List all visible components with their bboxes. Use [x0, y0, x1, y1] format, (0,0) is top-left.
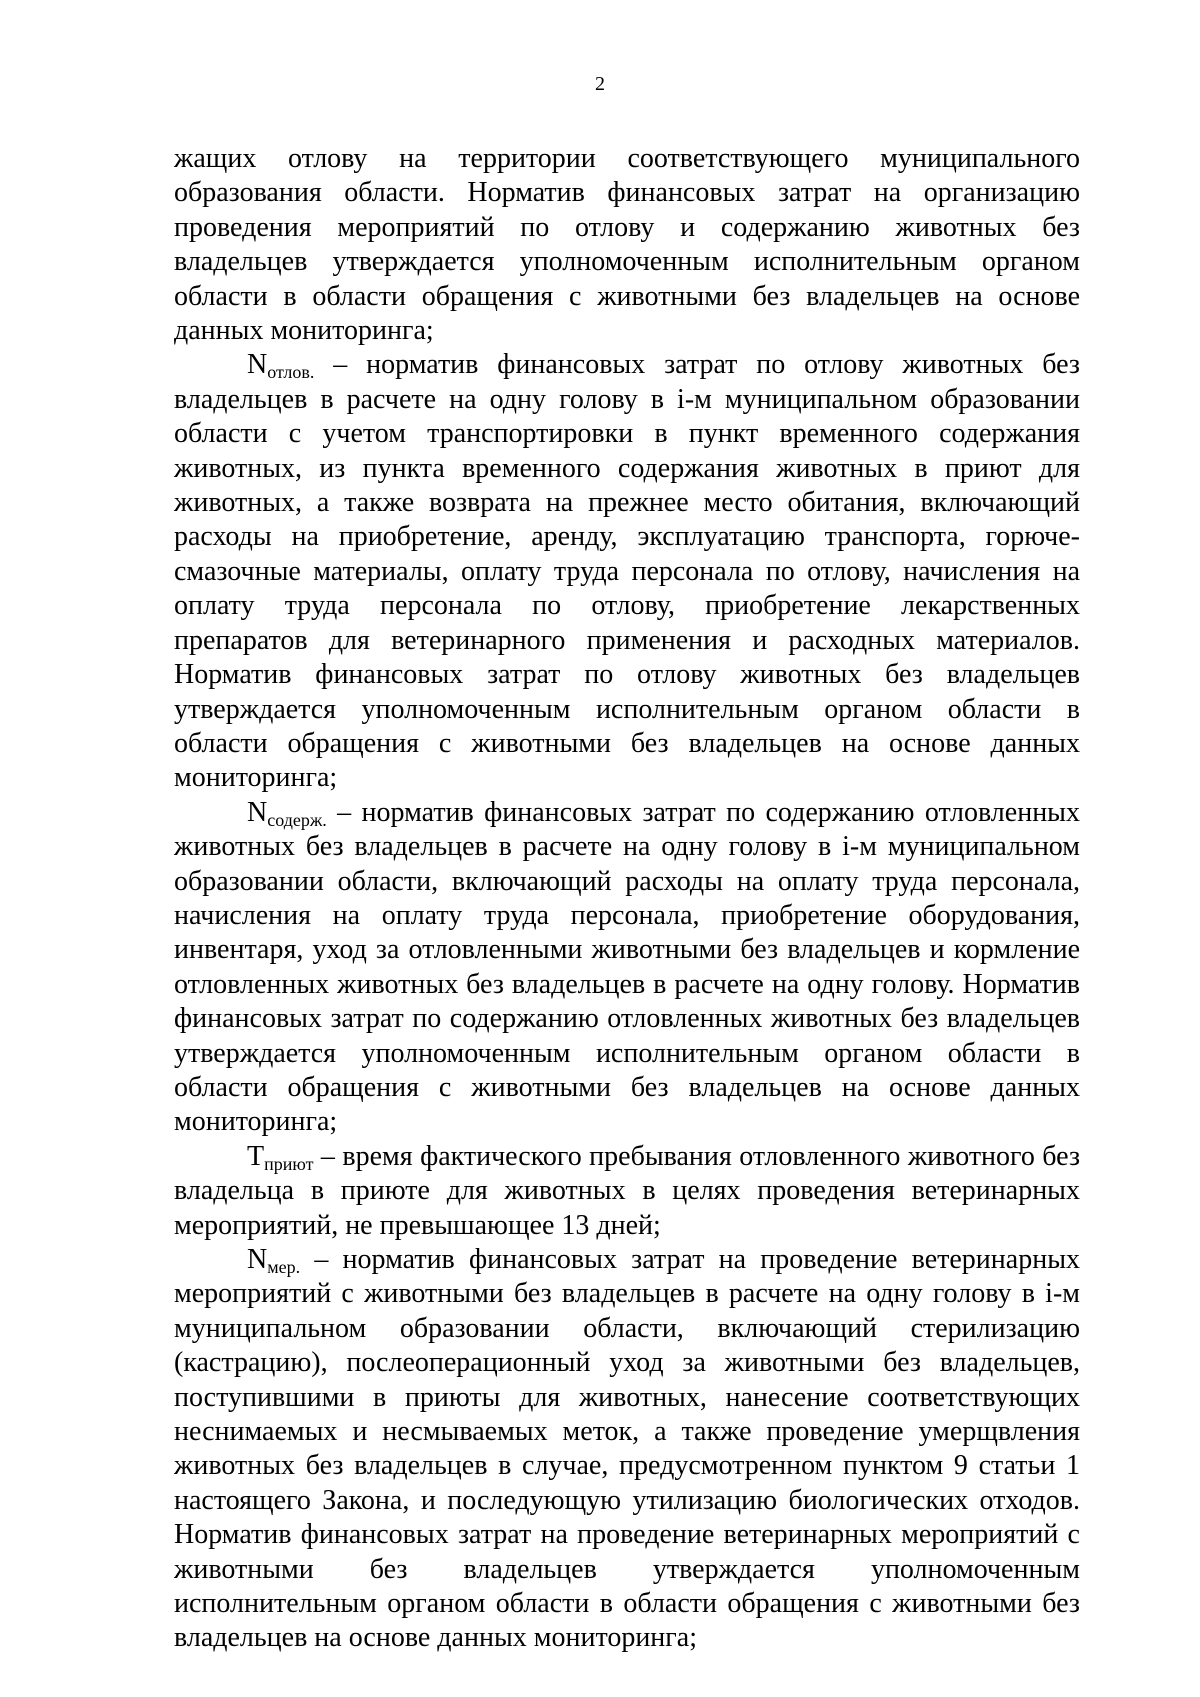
paragraph-text: жащих отлову на территории соответствующего муниципального образования области. Норматив финансовых затрат на организацию проведения мероприятий по отлову и содержанию животных без владельцев утверждается уполномоченным исполнительным органом области в области обращения с животными без владельцев на основе данных мониторинга;: [174, 143, 1080, 347]
document-body: [174, 142, 1080, 1656]
formula-symbol: N: [247, 1244, 268, 1275]
formula-subscript: отлов.: [267, 362, 315, 383]
paragraph-text: – время фактического пребывания отловленного животного без владельца в приюте для животных в целях проведения ветеринарных мероприятий, не превышающее 13 дней;: [174, 1140, 1080, 1241]
formula-subscript: содерж.: [267, 809, 327, 830]
formula-subscript: приют: [264, 1153, 314, 1174]
formula-symbol: N: [247, 349, 268, 381]
paragraph-n-mer: [174, 1243, 1080, 1656]
paragraph-text: – норматив финансовых затрат на проведение ветеринарных мероприятий с животными без владельцев в расчете на одну голову в i-м муниципальном образовании области, включающий стерилизацию (кастрацию), послеоперационный уход за животными без владельцев, поступившими в приюты для животных, нанесение соответствующих неснимаемых и несмываемых меток, а также проведение умерщвления животных без владельцев в случае, предусмотренном пунктом 9 статьи 1 настоящего Закона, и последующую утилизацию биологических отходов. Норматив финансовых затрат на проведение ветеринарных мероприятий с животными без владельцев утверждается уполномоченным исполнительным органом области в области обращения с животными без владельцев на основе данных мониторинга;: [174, 1244, 1080, 1654]
paragraph-n-otlov: [174, 348, 1080, 795]
paragraph-text: – норматив финансовых затрат по содержанию отловленных животных без владельцев в расчете на одну голову в i-м муниципальном образовании области, включающий расходы на оплату труда персонала, начисления на оплату труда персонала, приобретение оборудования, инвентаря, уход за отловленными животными без владельцев и кормление отловленных животных без владельцев в расчете на одну голову. Норматив финансовых затрат по содержанию отловленных животных без владельцев утверждается уполномоченным исполнительным органом области в области обращения с животными без владельцев на основе данных мониторинга;: [174, 796, 1080, 1138]
formula-symbol: T: [247, 1140, 265, 1172]
paragraph-n-soderzh: [174, 796, 1080, 1140]
paragraph-t-priyut: [174, 1140, 1080, 1243]
formula-symbol: N: [247, 796, 268, 828]
paragraph-text: – норматив финансовых затрат по отлову животных без владельцев в расчете на одну голову в i-м муниципальном образовании области с учетом транспортировки в пункт временного содержания животных, из пункта временного содержания животных в приют для животных, а также возврата на прежнее место обитания, включающий расходы на приобретение, аренду, эксплуатацию транспорта, горюче-смазочные материалы, оплату труда персонала по отлову, начисления на оплату труда персонала по отлову, приобретение лекарственных препаратов для ветеринарного применения и расходных материалов. Норматив финансовых затрат по отлову животных без владельцев утверждается уполномоченным исполнительным органом области в области обращения с животными без владельцев на основе данных мониторинга;: [174, 349, 1080, 794]
page-number: 2: [595, 73, 605, 95]
paragraph-continuation: [174, 142, 1080, 348]
formula-subscript: мер.: [267, 1257, 301, 1277]
